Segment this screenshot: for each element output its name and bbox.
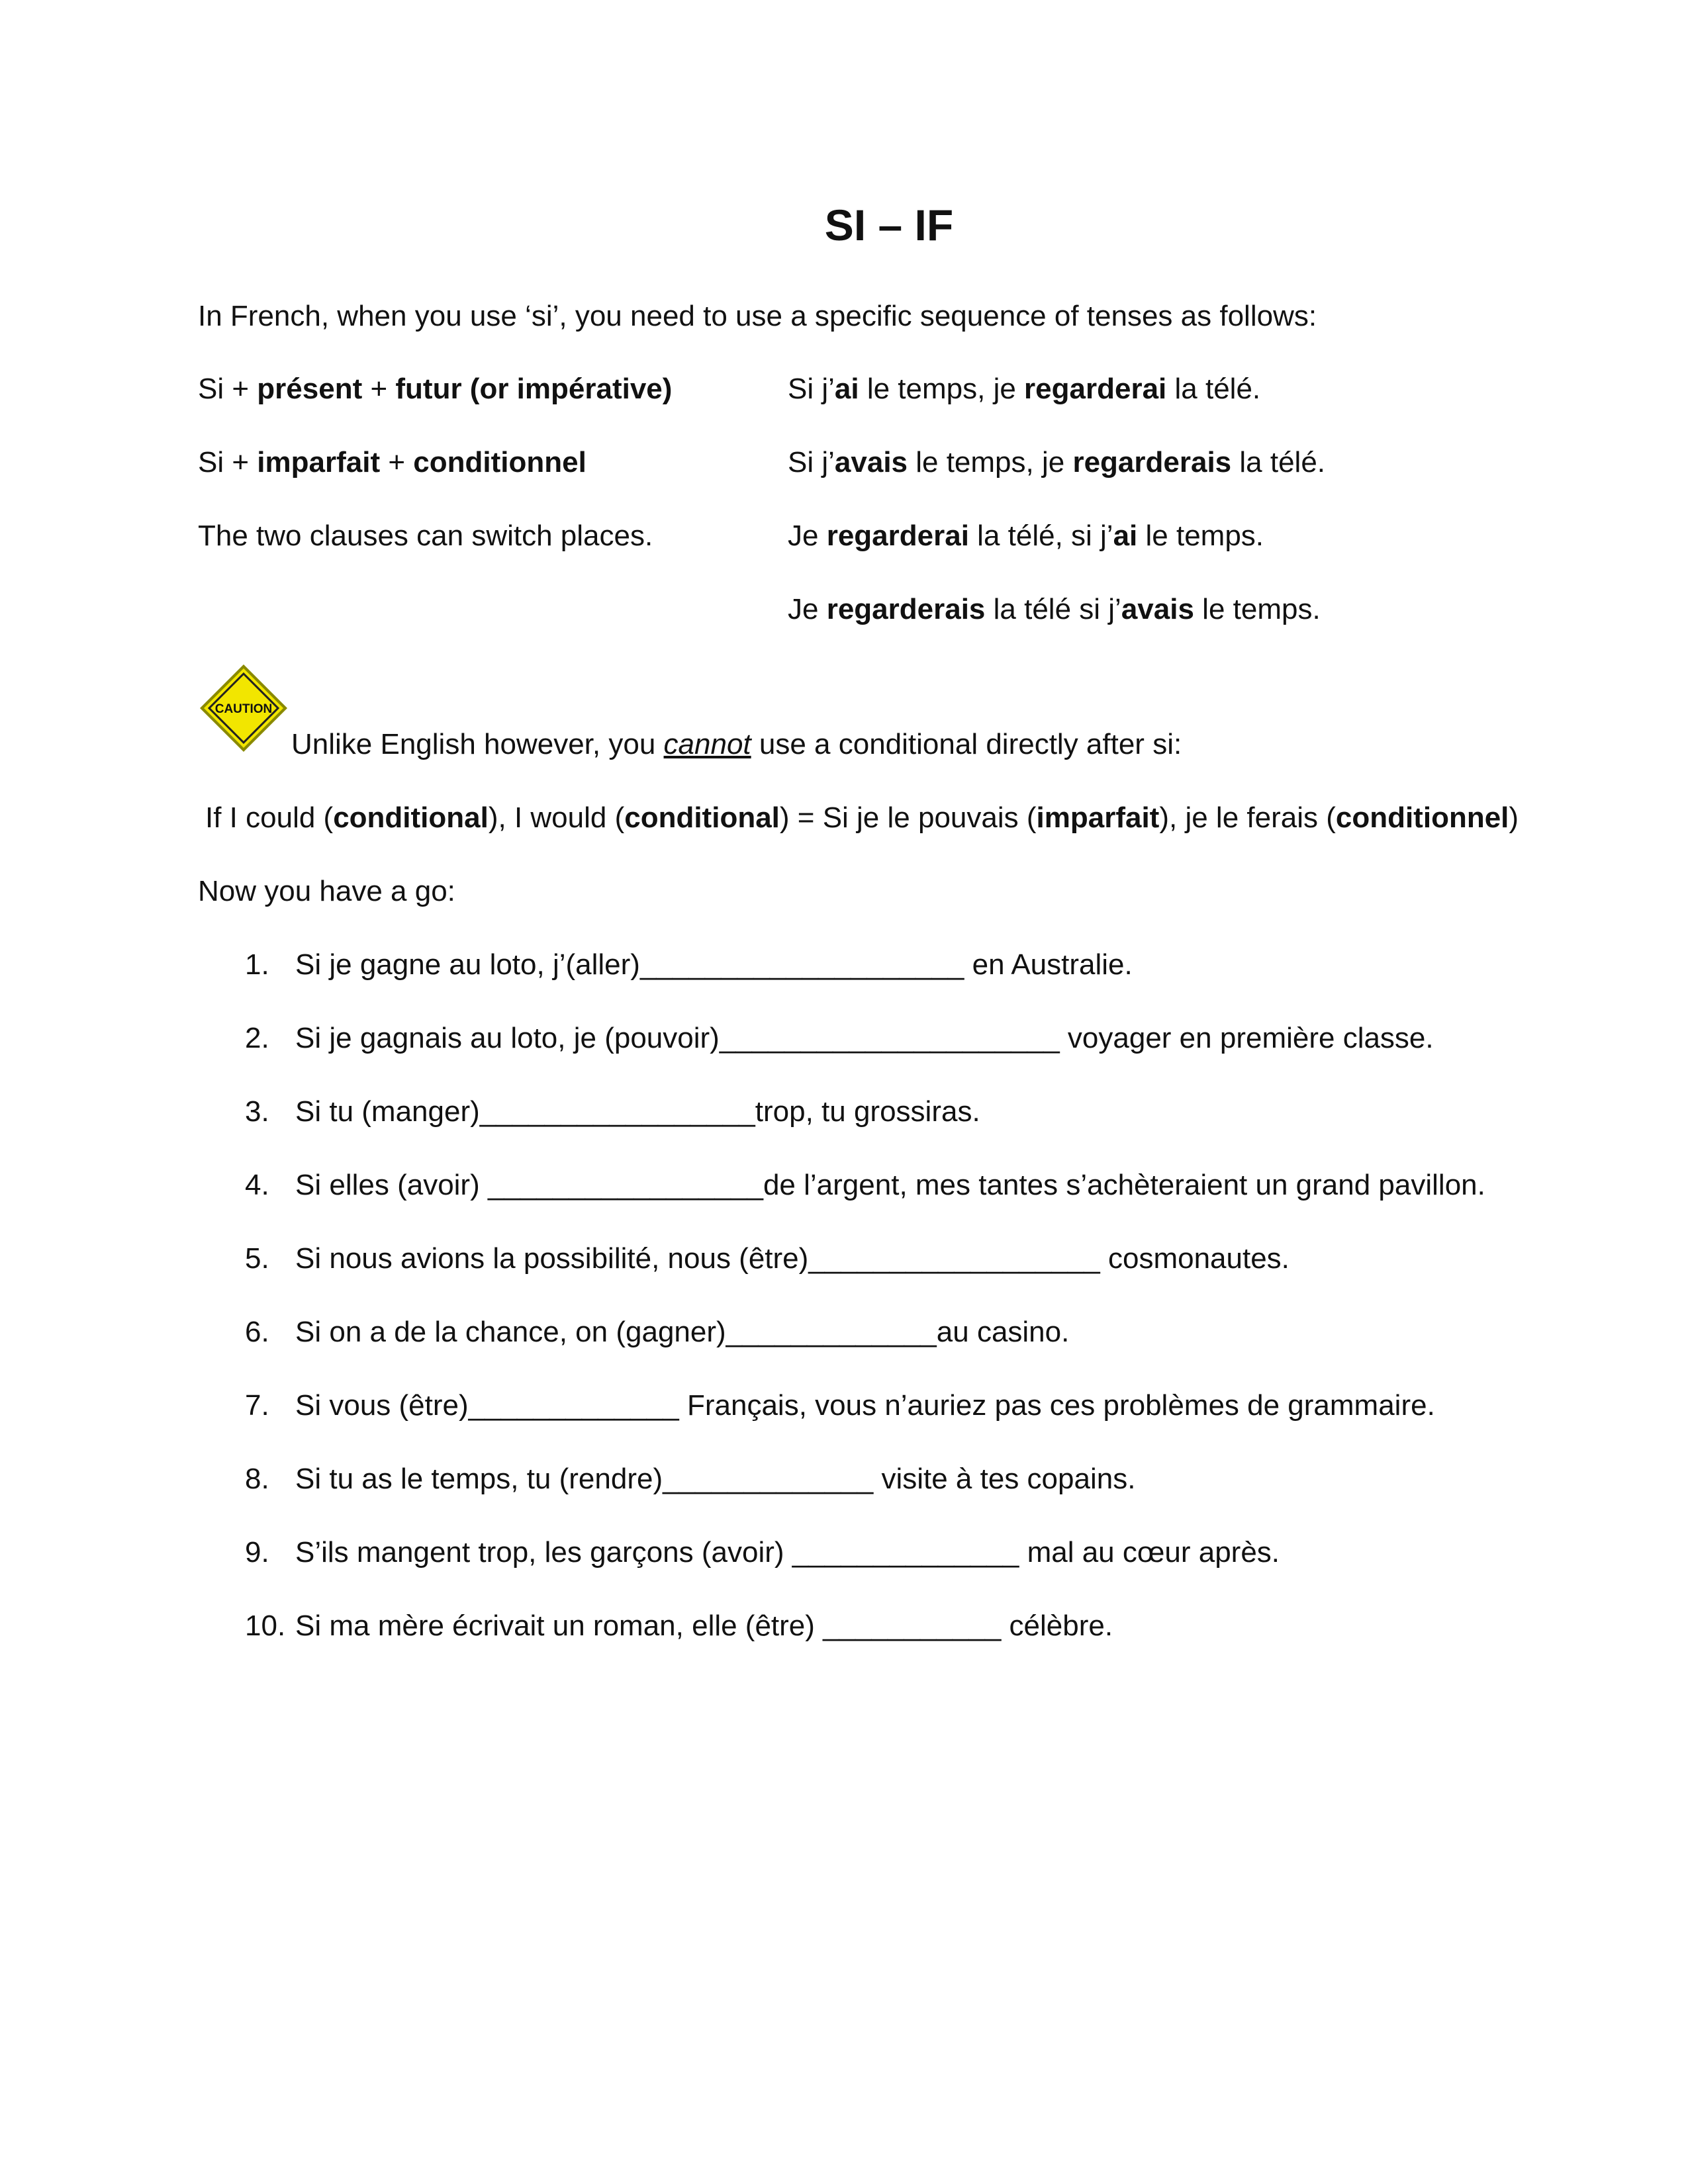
conditional-example: If I could (conditional), I would (conditional) = Si je le pouvais (imparfait), je le ferais (conditionnel) (205, 801, 1519, 834)
exercise-number: 5. (245, 1242, 269, 1275)
example-present-future: Si j’ai le temps, je regarderai la télé. (788, 373, 1261, 405)
exercise-item: Si je gagne au loto, j’(aller)____________________ en Australie. (295, 948, 1133, 981)
exercise-item: Si elles (avoir) _________________de l’argent, mes tantes s’achèteraient un grand pavillon. (295, 1169, 1485, 1201)
exercise-item: Si tu as le temps, tu (rendre)_____________ visite à tes copains. (295, 1463, 1136, 1495)
switch-example-1: Je regarderai la télé, si j’ai le temps. (788, 520, 1264, 552)
example-imparfait-conditionnel: Si j’avais le temps, je regarderais la télé. (788, 446, 1326, 478)
exercise-item: Si nous avions la possibilité, nous (être)__________________ cosmonautes. (295, 1242, 1289, 1275)
intro-text: In French, when you use ‘si’, you need to use a specific sequence of tenses as follows: (198, 300, 1317, 332)
exercise-number: 6. (245, 1316, 269, 1348)
exercise-number: 8. (245, 1463, 269, 1495)
exercise-item: Si tu (manger)_________________trop, tu grossiras. (295, 1095, 980, 1128)
exercise-item: Si ma mère écrivait un roman, elle (être) ___________ célèbre. (295, 1610, 1113, 1642)
exercise-item: S’ils mangent trop, les garçons (avoir) ______________ mal au cœur après. (295, 1536, 1280, 1569)
exercise-number: 4. (245, 1169, 269, 1201)
exercise-number: 3. (245, 1095, 269, 1128)
switch-note: The two clauses can switch places. (198, 520, 653, 552)
exercise-item: Si vous (être)_____________ Français, vous n’auriez pas ces problèmes de grammaire. (295, 1389, 1435, 1422)
exercise-number: 9. (245, 1536, 269, 1569)
exercise-number: 10. (245, 1610, 286, 1642)
exercise-item: Si on a de la chance, on (gagner)_____________au casino. (295, 1316, 1070, 1348)
rule-present-future: Si + présent + futur (or impérative) (198, 373, 673, 405)
page-title: SI – IF (824, 201, 954, 250)
caution-sign-label: CAUTION (214, 702, 273, 716)
caution-sign-icon (197, 662, 290, 754)
caution-text: Unlike English however, you cannot use a conditional directly after si: (291, 728, 1182, 760)
exercise-number: 2. (245, 1022, 269, 1054)
exercise-item: Si je gagnais au loto, je (pouvoir)_____________________ voyager en première classe. (295, 1022, 1434, 1054)
exercise-number: 7. (245, 1389, 269, 1422)
exercise-intro: Now you have a go: (198, 875, 455, 907)
switch-example-2: Je regarderais la télé si j’avais le temps. (788, 593, 1321, 625)
exercise-number: 1. (245, 948, 269, 981)
rule-imparfait-conditionnel: Si + imparfait + conditionnel (198, 446, 586, 478)
